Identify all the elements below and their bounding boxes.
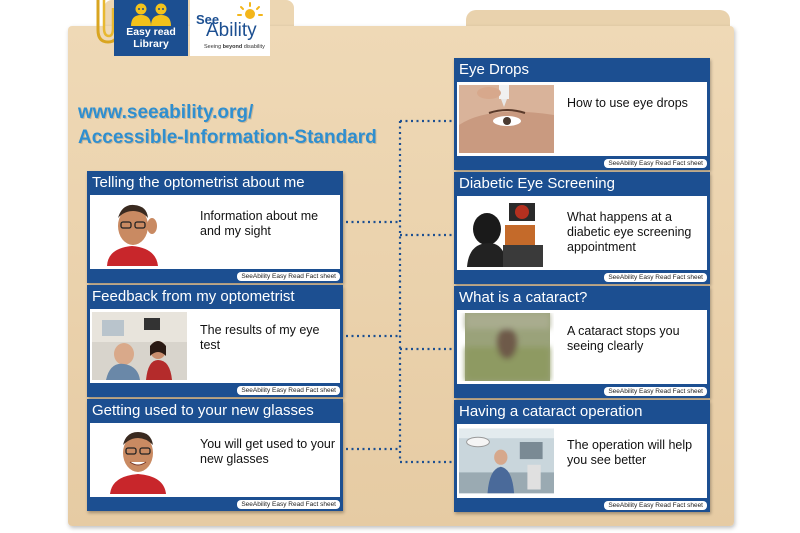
card-panel	[457, 310, 707, 384]
easy-read-line1: Easy read	[126, 26, 176, 38]
card-footer: SeeAbility Easy Read Fact sheet	[604, 273, 707, 282]
blurred-view-image	[459, 313, 554, 381]
card-new-glasses[interactable]	[87, 399, 343, 511]
seeability-ability: Ability	[206, 20, 257, 41]
website-url[interactable]	[78, 100, 377, 150]
url-line1[interactable]: www.seeability.org/	[78, 102, 254, 123]
card-footer: SeeAbility Easy Read Fact sheet	[604, 387, 707, 396]
man-smiling-glasses-image	[92, 426, 187, 494]
seeability-tagline	[204, 44, 265, 50]
tagline-post: disability	[242, 44, 265, 50]
card-description: The results of my eye test	[200, 323, 320, 352]
card-panel	[90, 309, 340, 383]
card-panel	[457, 196, 707, 270]
eye-drops-image	[459, 85, 554, 153]
seeability-see: See	[196, 12, 220, 27]
card-description: Information about me and my sight	[200, 209, 319, 238]
card-footer: SeeAbility Easy Read Fact sheet	[237, 272, 340, 281]
card-footer: SeeAbility Easy Read Fact sheet	[604, 159, 707, 168]
card-title: Diabetic Eye Screening	[459, 175, 615, 192]
tagline-bold: beyond	[222, 44, 243, 50]
seeability-logo	[190, 0, 270, 56]
card-panel	[90, 195, 340, 269]
card-title: Eye Drops	[459, 61, 530, 78]
optometrist-consultation-image	[92, 312, 187, 380]
card-title: Having a cataract operation	[459, 403, 643, 420]
card-panel	[457, 82, 707, 156]
operating-theatre-image	[459, 427, 554, 495]
card-title: What is a cataract?	[459, 289, 588, 306]
card-diabetic-eye-screening[interactable]	[454, 172, 710, 284]
card-footer: SeeAbility Easy Read Fact sheet	[237, 500, 340, 509]
card-title: Getting used to your new glasses	[92, 402, 314, 419]
card-feedback-optometrist[interactable]	[87, 285, 343, 397]
card-cataract-operation[interactable]	[454, 400, 710, 512]
card-footer: SeeAbility Easy Read Fact sheet	[604, 501, 707, 510]
card-eye-drops[interactable]	[454, 58, 710, 170]
card-panel	[457, 424, 707, 498]
card-panel	[90, 423, 340, 497]
card-telling-optometrist[interactable]	[87, 171, 343, 283]
card-what-is-cataract[interactable]	[454, 286, 710, 398]
tagline-pre: Seeing	[204, 44, 223, 50]
easy-read-line2: Library	[133, 38, 169, 50]
card-description: How to use eye drops	[567, 96, 688, 110]
eye-screening-camera-image	[459, 199, 554, 267]
url-line2[interactable]: Accessible-Information-Standard	[78, 127, 377, 148]
card-footer: SeeAbility Easy Read Fact sheet	[237, 386, 340, 395]
card-description: The operation will help you see better	[567, 438, 693, 467]
card-description: What happens at a diabetic eye screening appointment	[567, 210, 692, 254]
easy-read-label	[114, 26, 188, 50]
easy-read-library-logo	[114, 0, 188, 56]
man-touching-glasses-image	[92, 198, 187, 266]
card-title: Feedback from my optometrist	[92, 288, 295, 305]
people-icon	[128, 2, 174, 26]
card-description: A cataract stops you seeing clearly	[567, 324, 680, 353]
card-title: Telling the optometrist about me	[92, 174, 305, 191]
card-description: You will get used to your new glasses	[200, 437, 336, 466]
